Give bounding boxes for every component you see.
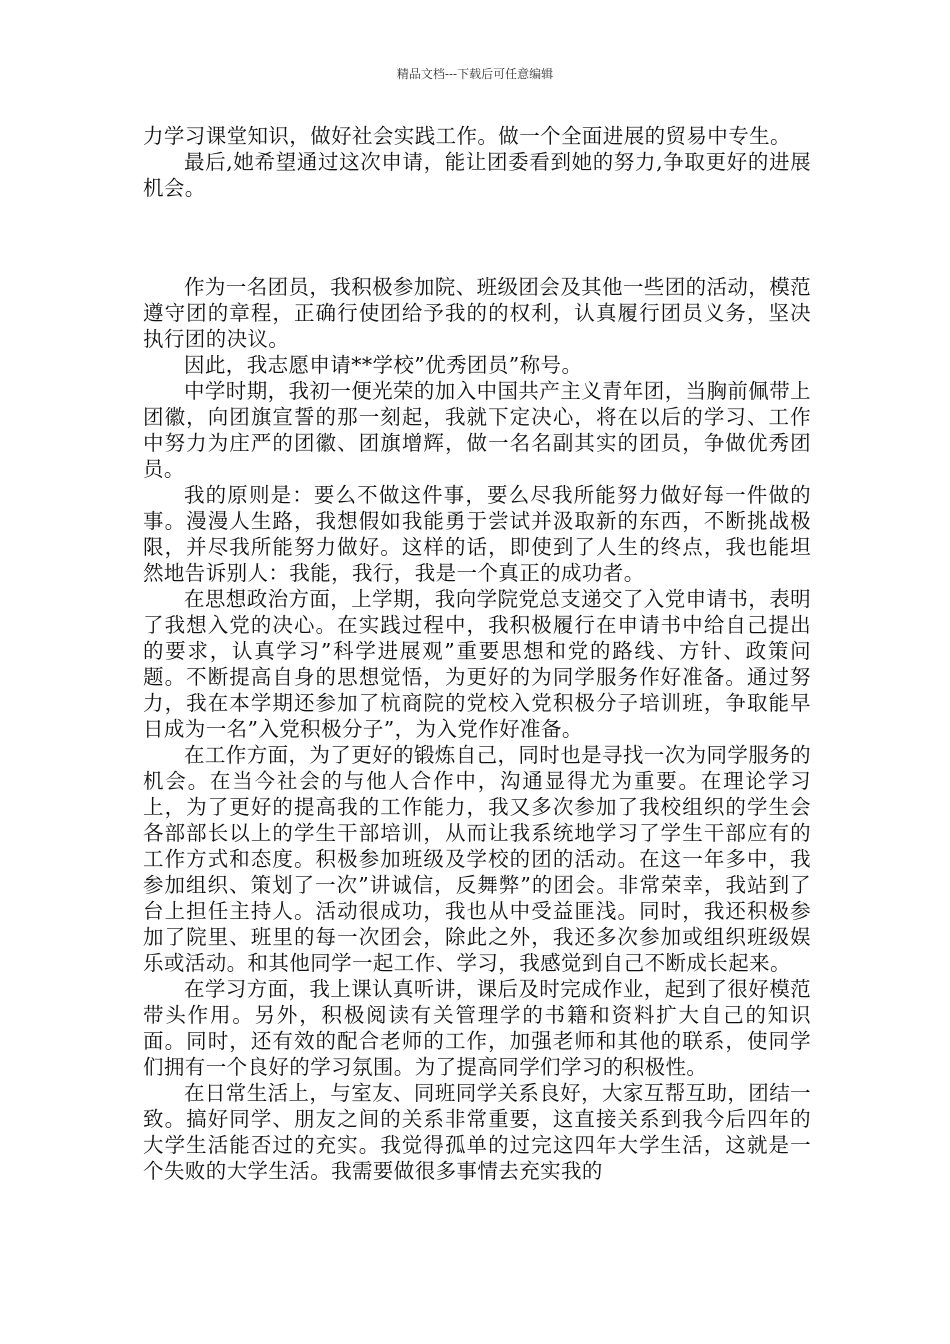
section-gap xyxy=(143,201,811,274)
paragraph: 因此，我志愿申请**学校”优秀团员”称号。 xyxy=(184,353,583,377)
paragraph: 中学时期，我初一便光荣的加入中国共产主义青年团，当胸前佩带上团徽，向团旗宣誓的那一刻起，我就下定决心，将在以后的学习、工作中努力为庄严的团徽、团旗增辉，做一名名副其实的团员，争做优秀团员。 xyxy=(143,379,811,481)
paragraph: 我的原则是：要么不做这件事，要么尽我所能努力做好每一件做的事。漫漫人生路，我想假如我能勇于尝试并汲取新的东西，不断挑战极限，并尽我所能努力做好。这样的话，即使到了人生的终点，我也能坦然地告诉别人：我能，我行，我是一个真正的成功者。 xyxy=(143,483,811,585)
paragraph-continuation: 力学习课堂知识，做好社会实践工作。做一个全面进展的贸易中专生。 xyxy=(143,124,791,148)
paragraph: 最后,她希望通过这次申请，能让团委看到她的努力,争取更好的进展机会。 xyxy=(143,150,811,200)
paragraph: 在学习方面，我上课认真听讲，课后及时完成作业，起到了很好模范带头作用。另外，积极阅读有关管理学的书籍和资料扩大自己的知识面。同时，还有效的配合老师的工作，加强老师和其他的联系，使同学们拥有一个良好的学习氛围。为了提高同学们学习的积极性。 xyxy=(143,977,811,1079)
page-header: 精品文档---下载后可任意编辑 xyxy=(396,67,554,81)
document-body xyxy=(143,123,811,1184)
paragraph: 在思想政治方面，上学期，我向学院党总支递交了入党申请书，表明了我想入党的决心。在实践过程中，我积极履行在申请书中给自己提出的要求，认真学习”科学进展观”重要思想和党的路线、方针、政策问题。不断提高自身的思想觉悟，为更好的为同学服务作好准备。通过努力，我在本学期还参加了杭商院的党校入党积极分子培训班，争取能早日成为一名”入党积极分子”，为入党作好准备。 xyxy=(143,587,811,741)
paragraph: 在日常生活上，与室友、同班同学关系良好，大家互帮互助，团结一致。搞好同学、朋友之间的关系非常重要，这直接关系到我今后四年的大学生活能否过的充实。我觉得孤单的过完这四年大学生活，这就是一个失败的大学生活。我需要做很多事情去充实我的 xyxy=(143,1081,811,1183)
paragraph: 作为一名团员，我积极参加院、班级团会及其他一些团的活动，模范遵守团的章程，正确行使团给予我的的权利，认真履行团员义务，坚决执行团的决议。 xyxy=(143,275,811,351)
paragraph: 在工作方面，为了更好的锻炼自己，同时也是寻找一次为同学服务的机会。在当今社会的与他人合作中，沟通显得尤为重要。在理论学习上，为了更好的提高我的工作能力，我又多次参加了我校组织的学生会各部部长以上的学生干部培训，从而让我系统地学习了学生干部应有的工作方式和态度。积极参加班级及学校的团的活动。在这一年多中，我参加组织、策划了一次”讲诚信，反舞弊”的团会。非常荣幸，我站到了台上担任主持人。活动很成功，我也从中受益匪浅。同时，我还积极参加了院里、班里的每一次团会，除此之外，我还多次参加或组织班级娱乐或活动。和其他同学一起工作、学习，我感觉到自己不断成长起来。 xyxy=(143,743,811,975)
